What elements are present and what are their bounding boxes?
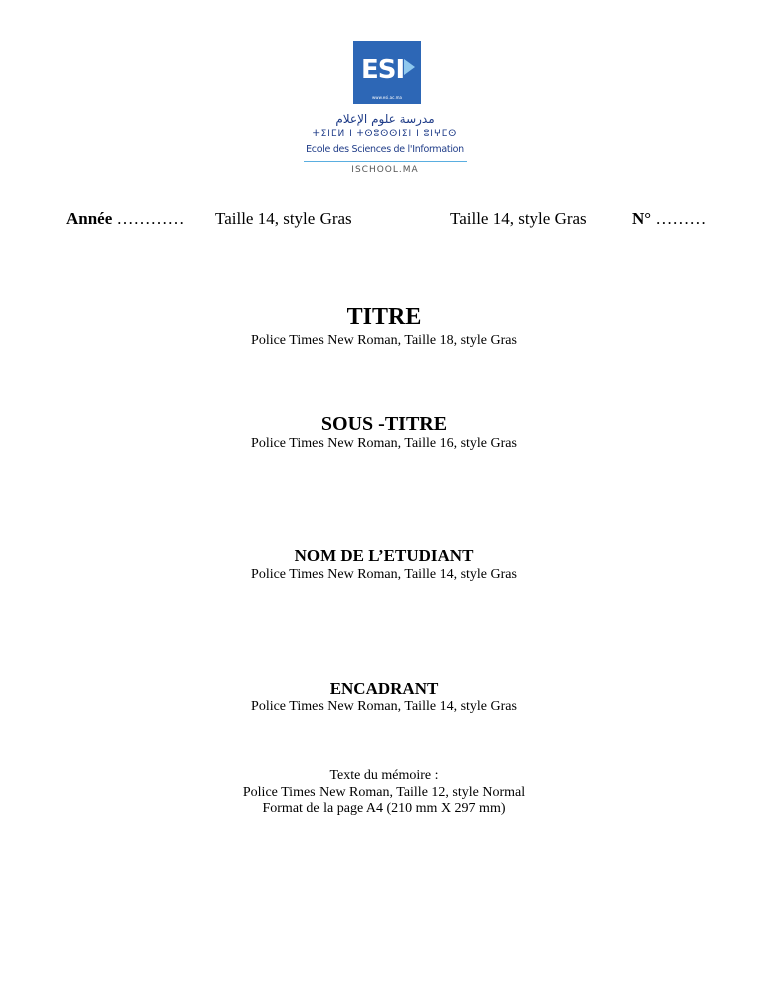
subtitle-note: Police Times New Roman, Taille 16, style Gras xyxy=(251,436,517,451)
student-note: Police Times New Roman, Taille 14, style Gras xyxy=(251,567,517,582)
logo-mark-url: www.esi.ac.ma xyxy=(372,95,402,100)
year-label: Année xyxy=(66,209,113,228)
student-name: NOM DE L’ETUDIANT xyxy=(294,546,474,565)
play-arrow-icon xyxy=(404,59,415,75)
number-dots: ……… xyxy=(655,209,707,228)
esi-logo-mark xyxy=(353,41,421,104)
number-field xyxy=(632,209,706,229)
school-name-arabic: مدرسة علوم الإعلام xyxy=(335,112,435,126)
supervisor-name: ENCADRANT xyxy=(329,679,439,698)
year-dots: ………… xyxy=(116,209,185,228)
number-label: N° xyxy=(632,209,652,228)
document-title: TITRE xyxy=(346,304,422,330)
school-name-french: Ecole des Sciences de l'Information xyxy=(306,144,464,155)
document-subtitle: SOUS -TITRE xyxy=(320,413,448,435)
year-field xyxy=(66,209,185,229)
logo-divider xyxy=(304,161,467,162)
school-domain: ISCHOOL.MA xyxy=(351,165,419,175)
title-note: Police Times New Roman, Taille 18, style Gras xyxy=(251,333,517,348)
header-right-note: Taille 14, style Gras xyxy=(450,209,587,228)
page-format-note: Format de la page A4 (210 mm X 297 mm) xyxy=(262,801,506,816)
body-text-heading: Texte du mémoire : xyxy=(329,768,439,783)
header-left-note: Taille 14, style Gras xyxy=(215,209,352,228)
supervisor-note: Police Times New Roman, Taille 14, style Gras xyxy=(251,699,517,714)
body-text-font-note: Police Times New Roman, Taille 12, style Normal xyxy=(242,785,526,800)
school-name-tifinagh: ⵜⵉⵏⵎⵍ ⵏ ⵜⵙⵓⵙⵙⵏⵉⵏ ⵏ ⵓⵏⵖⵎⵙ xyxy=(312,129,458,139)
logo-mark-text: ESI xyxy=(361,55,405,85)
